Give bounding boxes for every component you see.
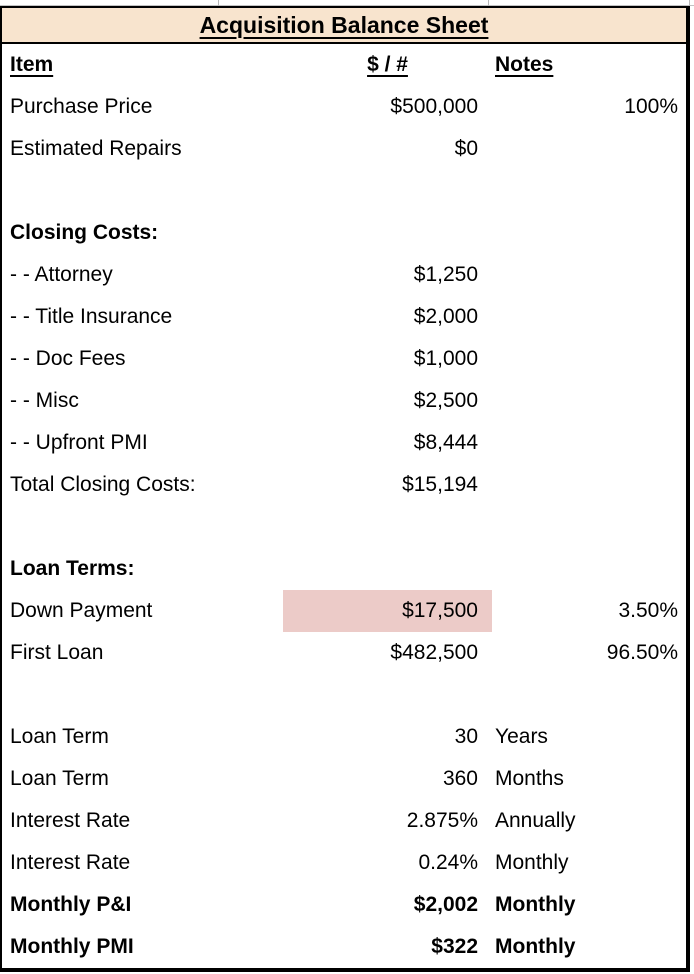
item-cell[interactable]: - - Doc Fees <box>10 347 126 370</box>
notes-cell[interactable] <box>492 296 686 338</box>
value-cell[interactable] <box>283 506 492 548</box>
notes-cell[interactable]: Years <box>495 725 548 748</box>
item-cell[interactable]: Loan Term <box>10 725 109 748</box>
title-cell[interactable] <box>2 8 686 44</box>
notes-cell[interactable] <box>492 128 686 170</box>
table-row <box>2 254 686 296</box>
table-row <box>2 590 686 632</box>
table-row <box>2 716 686 758</box>
table-row <box>2 842 686 884</box>
table-row <box>2 296 686 338</box>
value-cell[interactable]: 30 <box>454 725 478 748</box>
table-row <box>2 212 686 254</box>
table-row <box>2 632 686 674</box>
item-cell[interactable]: Interest Rate <box>10 809 131 832</box>
table-row <box>2 674 686 716</box>
value-cell[interactable]: 0.24% <box>418 851 478 874</box>
table-row <box>2 422 686 464</box>
value-cell[interactable]: $17,500 <box>283 590 492 632</box>
notes-cell[interactable]: 100% <box>624 95 678 118</box>
balance-sheet-table <box>0 6 690 972</box>
item-cell[interactable] <box>2 170 283 212</box>
value-cell[interactable]: $1,000 <box>413 347 478 370</box>
value-cell[interactable]: 360 <box>442 767 478 790</box>
value-cell[interactable]: 2.875% <box>406 809 478 832</box>
gridline-vertical <box>218 0 219 6</box>
sheet-title: Acquisition Balance Sheet <box>199 11 489 38</box>
item-cell[interactable]: Purchase Price <box>10 95 153 118</box>
value-cell[interactable]: $0 <box>454 137 478 160</box>
value-cell[interactable] <box>283 170 492 212</box>
header-row <box>2 44 686 86</box>
value-cell[interactable]: $2,500 <box>413 389 478 412</box>
notes-cell[interactable]: Months <box>495 767 564 790</box>
table-row <box>2 464 686 506</box>
notes-cell[interactable] <box>492 170 686 212</box>
column-header-value[interactable]: $ / # <box>367 53 408 76</box>
value-cell[interactable]: $15,194 <box>402 473 478 496</box>
item-cell[interactable]: - - Upfront PMI <box>10 431 148 454</box>
value-cell[interactable]: $322 <box>431 935 478 958</box>
table-row <box>2 548 686 590</box>
item-cell[interactable]: Monthly PMI <box>10 935 134 958</box>
notes-cell[interactable] <box>492 254 686 296</box>
item-cell[interactable]: Estimated Repairs <box>10 137 182 160</box>
notes-cell[interactable] <box>492 338 686 380</box>
table-body <box>2 86 686 968</box>
notes-cell[interactable]: Monthly <box>495 851 569 874</box>
item-cell[interactable]: First Loan <box>10 641 104 664</box>
gridline-vertical <box>689 0 690 6</box>
table-row <box>2 170 686 212</box>
item-cell[interactable]: Loan Terms: <box>10 557 135 580</box>
table-row <box>2 128 686 170</box>
notes-cell[interactable] <box>492 422 686 464</box>
item-cell[interactable]: - - Misc <box>10 389 79 412</box>
notes-cell[interactable] <box>492 464 686 506</box>
column-header-item[interactable]: Item <box>10 53 54 76</box>
value-cell[interactable] <box>283 674 492 716</box>
item-cell[interactable] <box>2 506 283 548</box>
gridline-vertical <box>488 0 489 6</box>
table-row <box>2 758 686 800</box>
value-cell[interactable]: $2,002 <box>413 893 478 916</box>
item-cell[interactable]: Down Payment <box>10 599 153 622</box>
table-row <box>2 926 686 968</box>
notes-cell[interactable] <box>492 548 686 590</box>
item-cell[interactable]: Interest Rate <box>10 851 131 874</box>
item-cell[interactable]: Total Closing Costs: <box>10 473 196 496</box>
value-cell[interactable]: $500,000 <box>390 95 478 118</box>
notes-cell[interactable]: Monthly <box>495 935 576 958</box>
table-row <box>2 86 686 128</box>
value-cell[interactable]: $1,250 <box>413 263 478 286</box>
notes-cell[interactable]: Monthly <box>495 893 576 916</box>
value-cell[interactable] <box>283 212 492 254</box>
notes-cell[interactable] <box>492 212 686 254</box>
sheet-gridline-strip <box>0 0 694 6</box>
item-cell[interactable]: Closing Costs: <box>10 221 159 244</box>
table-row <box>2 380 686 422</box>
value-cell[interactable]: $2,000 <box>413 305 478 328</box>
notes-cell[interactable]: Annually <box>495 809 576 832</box>
table-row <box>2 506 686 548</box>
table-row <box>2 800 686 842</box>
value-cell[interactable]: $482,500 <box>390 641 478 664</box>
item-cell[interactable] <box>2 674 283 716</box>
column-header-notes[interactable]: Notes <box>495 53 554 76</box>
notes-cell[interactable] <box>492 674 686 716</box>
value-cell[interactable]: $8,444 <box>413 431 478 454</box>
notes-cell[interactable]: 3.50% <box>618 599 678 622</box>
item-cell[interactable]: Loan Term <box>10 767 109 790</box>
item-cell[interactable]: - - Title Insurance <box>10 305 173 328</box>
table-row <box>2 338 686 380</box>
item-cell[interactable]: Monthly P&I <box>10 893 132 916</box>
item-cell[interactable]: - - Attorney <box>10 263 113 286</box>
table-row <box>2 884 686 926</box>
notes-cell[interactable]: 96.50% <box>606 641 678 664</box>
notes-cell[interactable] <box>492 506 686 548</box>
notes-cell[interactable] <box>492 380 686 422</box>
value-cell[interactable] <box>283 548 492 590</box>
